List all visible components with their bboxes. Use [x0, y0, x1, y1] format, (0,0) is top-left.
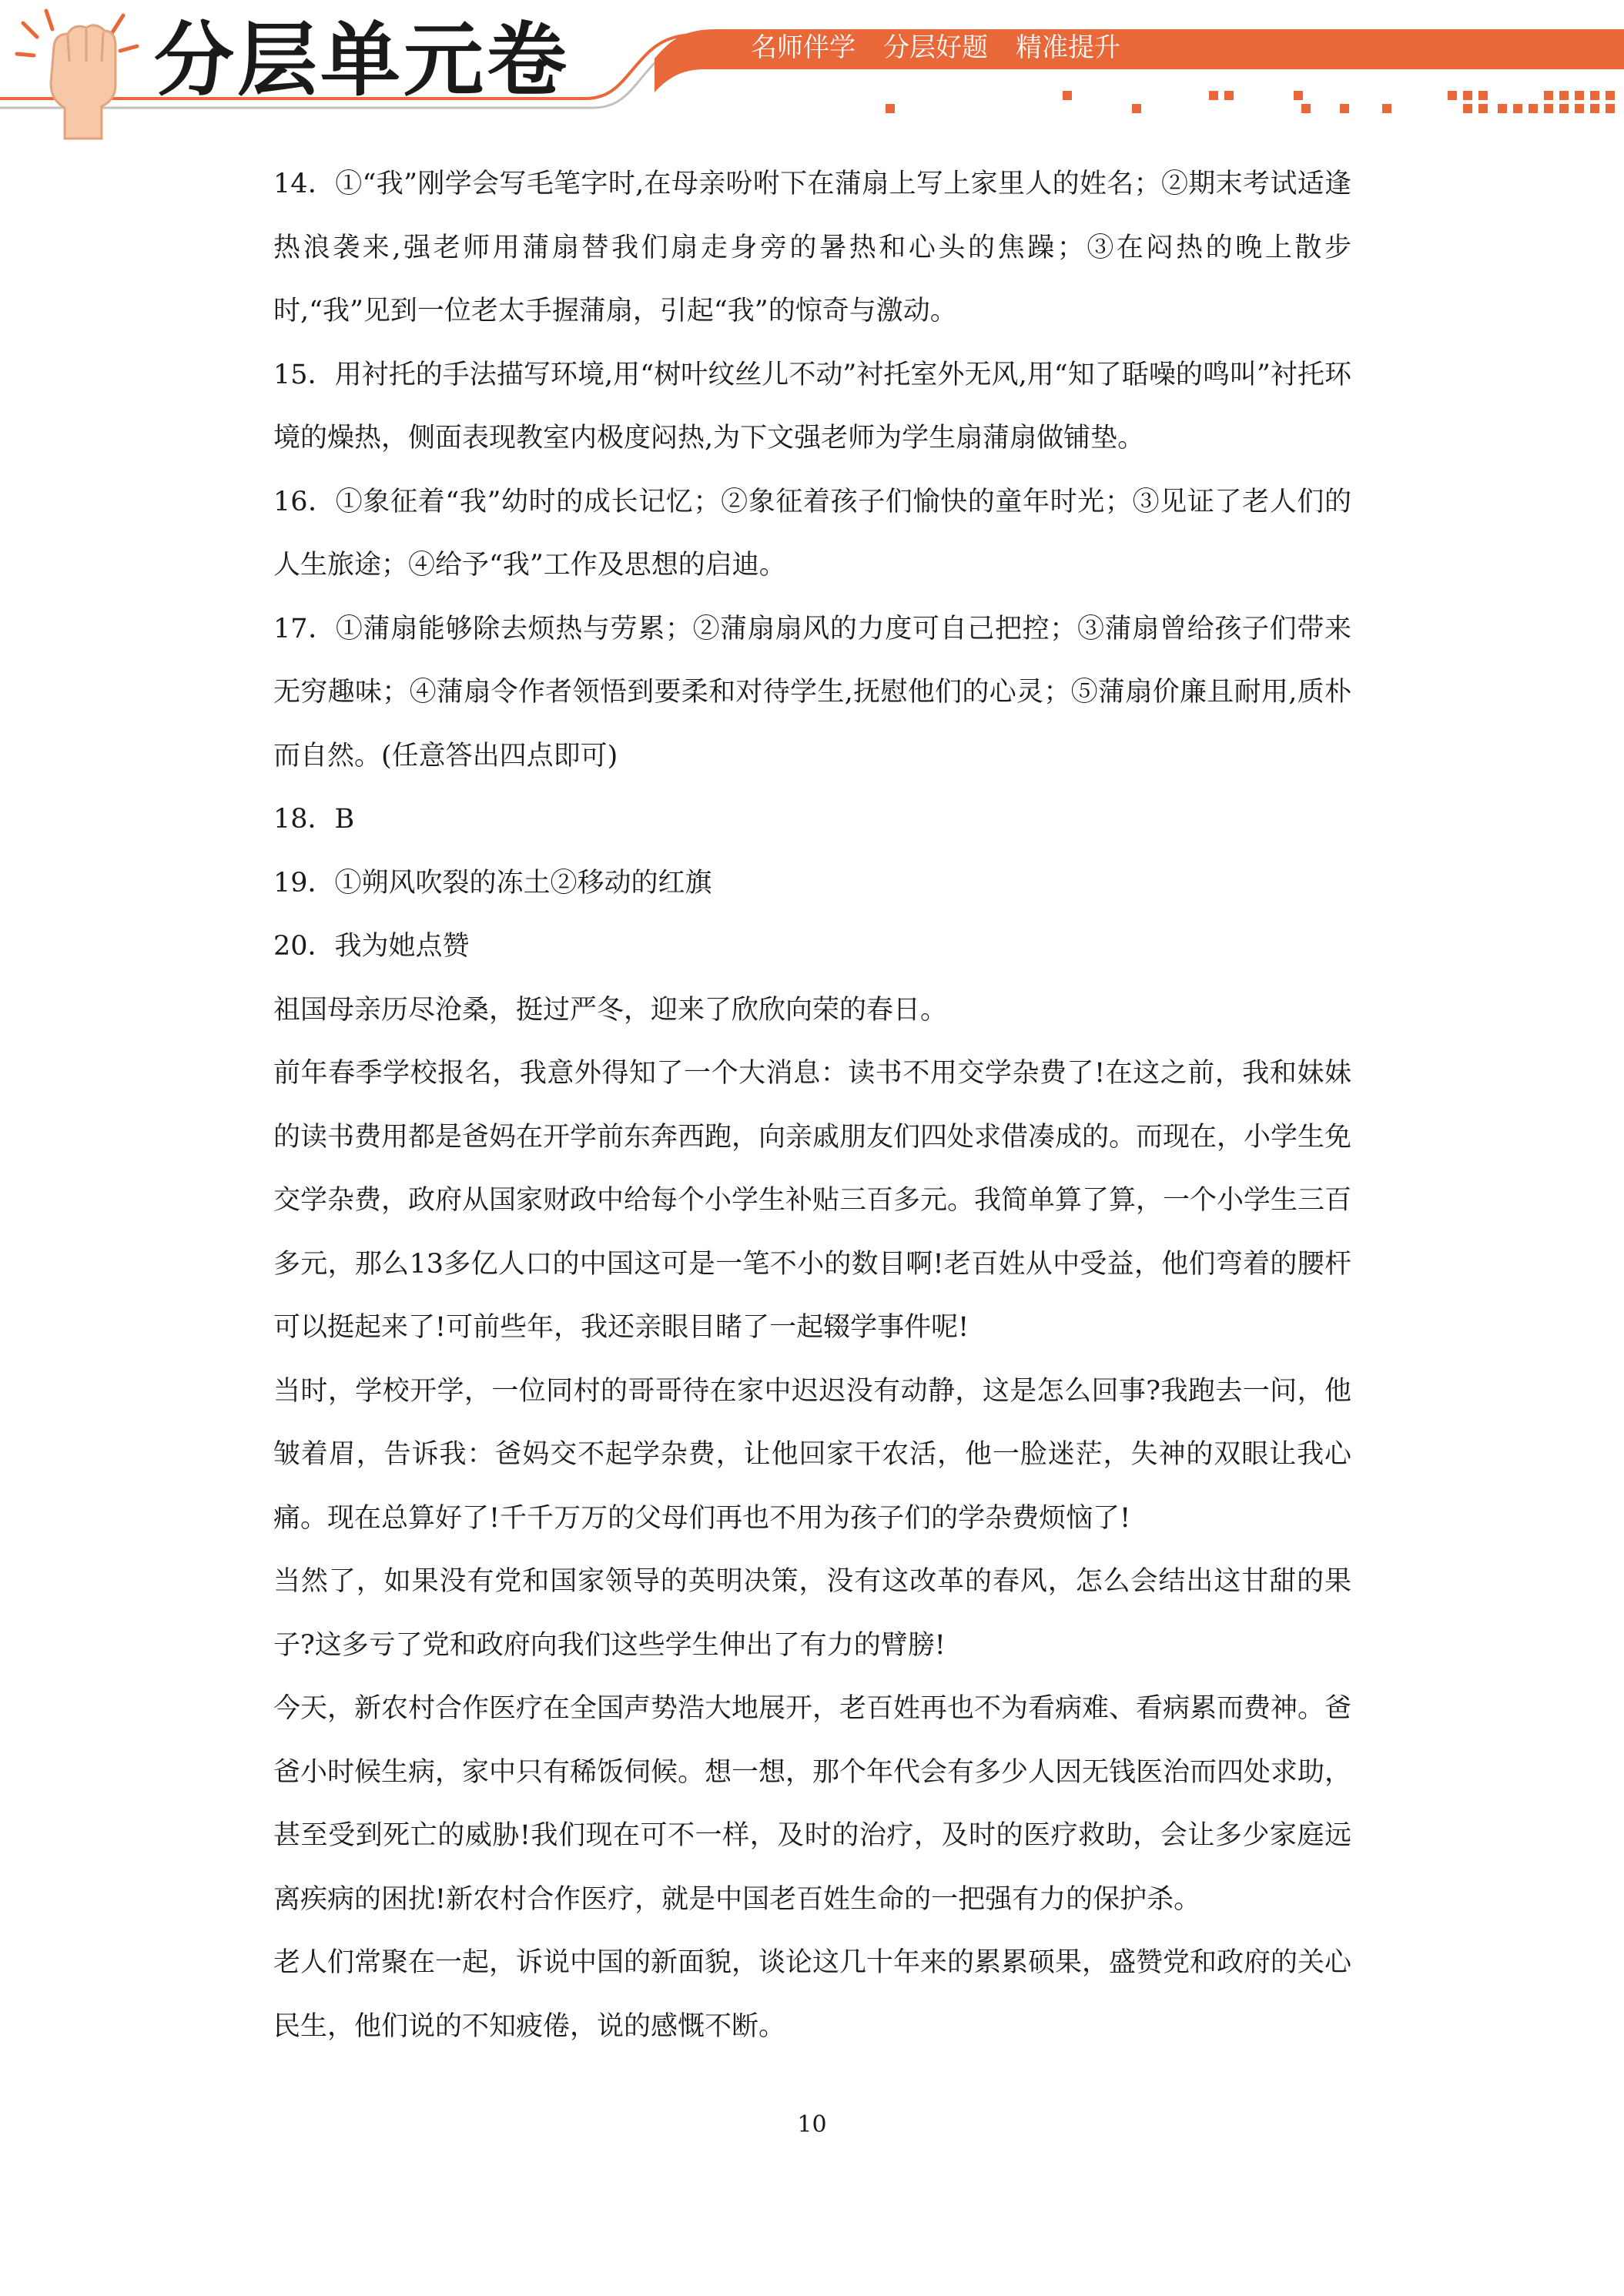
- header-slogan: [751, 29, 1182, 66]
- page-number: 10: [797, 2111, 827, 2138]
- slogan-item: 名师伴学: [751, 32, 856, 63]
- essay-paragraph: 当然了，如果没有党和国家领导的英明决策，没有这改革的春风，怎么会结出这甘甜的果子?这多亏了党和政府向我们这些学生伸出了有力的臂膀!: [273, 1566, 1351, 1661]
- answer-16: 16．①象征着“我”幼时的成长记忆；②象征着孩子们愉快的童年时光；③见证了老人们的人生旅途；④给予“我”工作及思想的启迪。: [273, 486, 1351, 581]
- answer-19: 19．①朔风吹裂的冻土②移动的红旗: [273, 867, 712, 899]
- brand-title: 分层单元卷: [154, 13, 571, 107]
- answer-18: 18．B: [273, 804, 355, 835]
- answer-15: 15．用衬托的手法描写环境,用“树叶纹丝儿不动”衬托室外无风,用“知了聒噪的鸣叫”衬托环境的燥热，侧面表现教室内极度闷热,为下文强老师为学生扇蒲扇做铺垫。: [273, 359, 1351, 454]
- decorative-squares: [886, 91, 1615, 113]
- slogan-item: 分层好题: [883, 32, 988, 63]
- answer-content: [273, 152, 1351, 2058]
- essay-paragraph: 老人们常聚在一起，诉说中国的新面貌，谈论这几十年来的累累硕果，盛赞党和政府的关心民生，他们说的不知疲倦，说的感慨不断。: [273, 1947, 1352, 2042]
- essay-paragraph: 祖国母亲历尽沧桑，挺过严冬，迎来了欣欣向荣的春日。: [273, 994, 948, 1026]
- slogan-item: 精准提升: [1016, 32, 1120, 63]
- answer-14: 14．①“我”刚学会写毛笔字时,在母亲吩咐下在蒲扇上写上家里人的姓名；②期末考试适逢热浪袭来,强老师用蒲扇替我们扇走身旁的暑热和心头的焦躁；③在闷热的晚上散步时,“我”见到一位老太手握蒲扇，引起“我”的惊奇与激动。: [273, 169, 1351, 326]
- essay-paragraph: 今天，新农村合作医疗在全国声势浩大地展开，老百姓再也不为看病难、看病累而费神。爸爸小时候生病，家中只有稀饭伺候。想一想，那个年代会有多少人因无钱医治而四处求助，甚至受到死亡的威胁!我们现在可不一样，及时的治疗，及时的医疗救助，会让多少家庭远离疾病的困扰!新农村合作医疗，就是中国老百姓生命的一把强有力的保护杀。: [273, 1693, 1352, 1915]
- answer-20-title: 20．我为她点赞: [273, 931, 470, 962]
- page-header: [0, 0, 1624, 154]
- essay-paragraph: 前年春季学校报名，我意外得知了一个大消息：读书不用交学杂费了!在这之前，我和妹妹的读书费用都是爸妈在开学前东奔西跑，向亲戚朋友们四处求借凑成的。而现在，小学生免交学杂费，政府从国家财政中给每个小学生补贴三百多元。我简单算了算，一个小学生三百多元，那么13多亿人口的中国这可是一笔不小的数目啊!老百姓从中受益，他们弯着的腰杆可以挺起来了!可前些年，我还亲眼目睹了一起辍学事件呢!: [273, 1058, 1352, 1343]
- answer-17: 17．①蒲扇能够除去烦热与劳累；②蒲扇扇风的力度可自己把控；③蒲扇曾给孩子们带来无穷趣味；④蒲扇令作者领悟到要柔和对待学生,抚慰他们的心灵；⑤蒲扇价廉且耐用,质朴而自然。(任意答出四点即可): [273, 613, 1351, 771]
- raised-fist-icon: [17, 11, 137, 139]
- essay-paragraph: 当时，学校开学，一位同村的哥哥待在家中迟迟没有动静，这是怎么回事?我跑去一问，他皱着眉，告诉我：爸妈交不起学杂费，让他回家干农活，他一脸迷茫，失神的双眼让我心痛。现在总算好了!千千万万的父母们再也不用为孩子们的学杂费烦恼了!: [273, 1375, 1351, 1534]
